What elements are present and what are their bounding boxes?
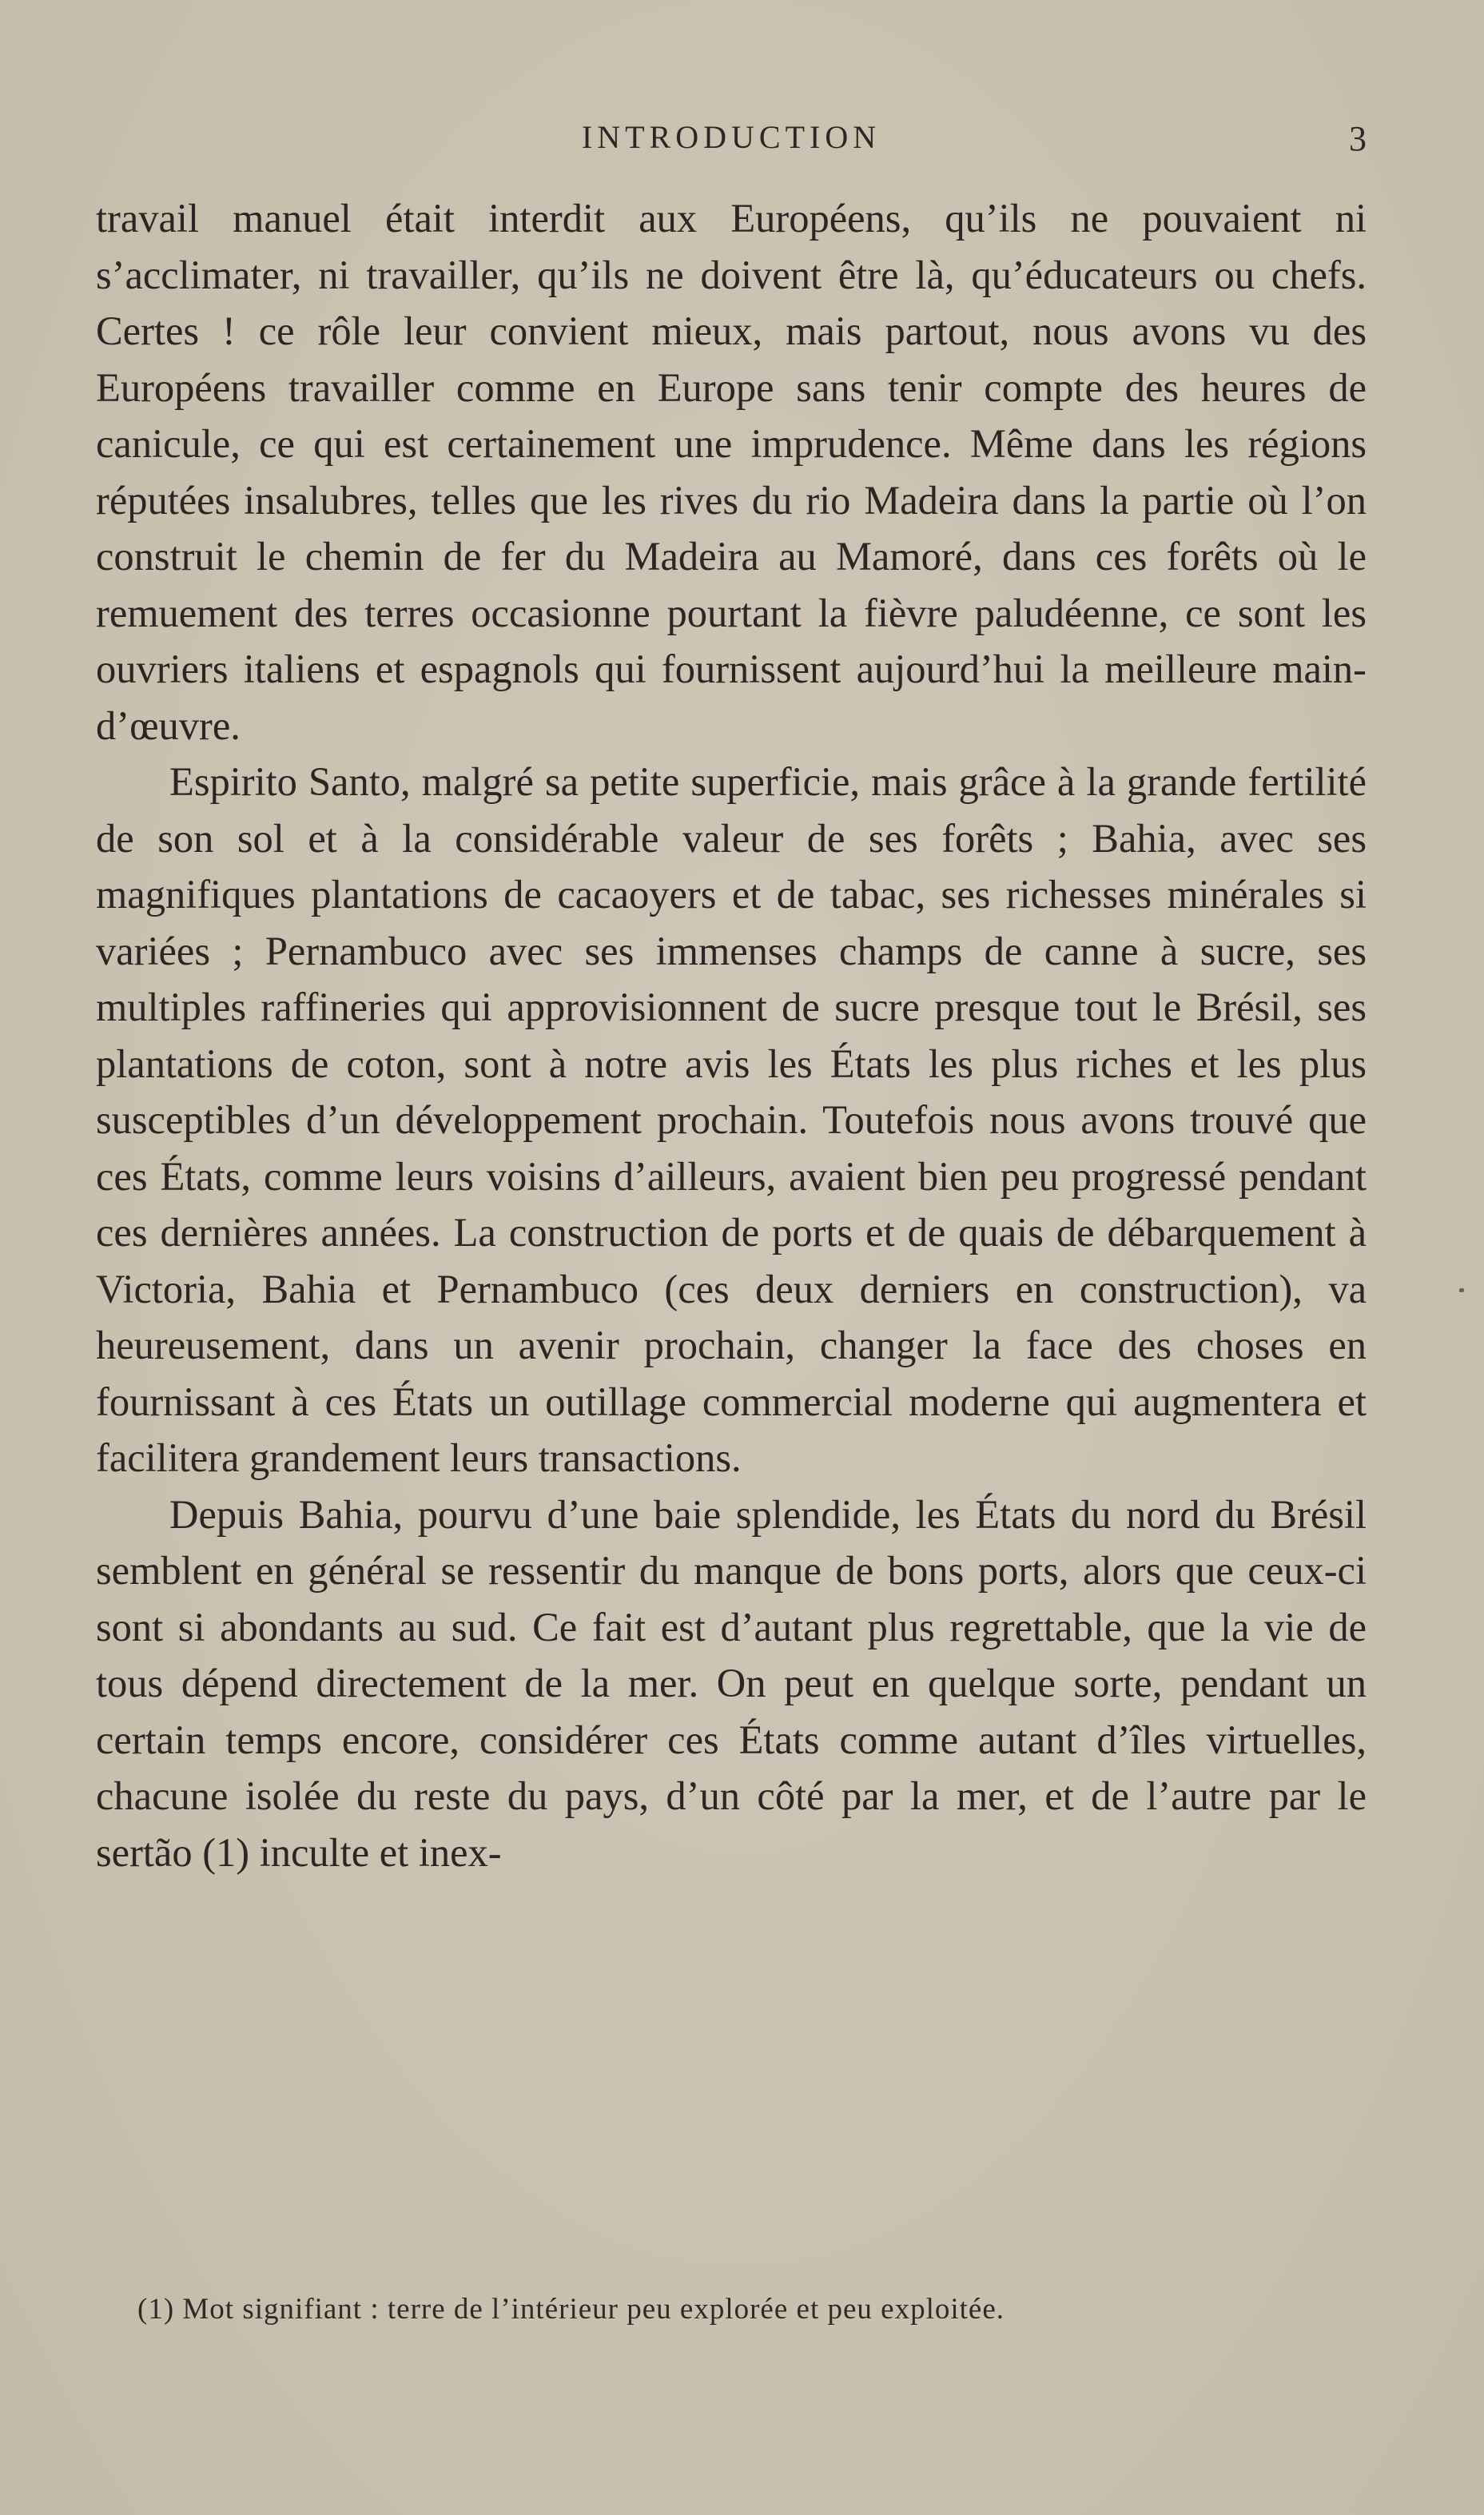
- paragraph-depuis-bahia: Depuis Bahia, pourvu d’une baie splendide, les États du nord du Brésil semblent en général se ressentir du manque de bons ports, alors que ceux-ci sont si abondants au sud. Ce fait est d’autant plus regrettable, que la vie de tous dépend directement de la mer. On peut en quelque sorte, pendant un certain temps encore, considérer ces États comme autant d’îles virtuelles, chacune isolée du reste du pays, d’un côté par la mer, et de l’autre par le sertão (1) inculte et inex-: [96, 1491, 1367, 1875]
- footnote: (1) Mot signifiant : terre de l’intérieur peu explorée et peu exploitée.: [137, 2293, 1005, 2326]
- running-head: INTRODUCTION: [581, 119, 881, 155]
- margin-speck: [1459, 1288, 1464, 1292]
- body-text: [96, 190, 1367, 1880]
- paragraph-continued: travail manuel était interdit aux Européens, qu’ils ne pouvaient ni s’acclimater, ni travailler, qu’ils ne doivent être là, qu’éducateurs ou chefs. Certes ! ce rôle leur convient mieux, mais partout, nous avons vu des Européens travailler comme en Europe sans tenir compte des heures de canicule, ce qui est certainement une imprudence. Même dans les régions réputées insalubres, telles que les rives du rio Madeira dans la partie où l’on construit le chemin de fer du Madeira au Mamoré, dans ces forêts où le remuement des terres occasionne pourtant la fièvre paludéenne, ce sont les ouvriers italiens et espagnols qui fournissent aujourd’hui la meilleure main-d’œuvre.: [96, 196, 1367, 748]
- paragraph-espirito-santo: Espirito Santo, malgré sa petite superficie, mais grâce à la grande fertilité de son sol et à la considérable valeur de ses forêts ; Bahia, avec ses magnifiques plantations de cacaoyers et de tabac, ses richesses minérales si variées ; Pernambuco avec ses immenses champs de canne à sucre, ses multiples raffineries qui approvisionnent de sucre presque tout le Brésil, ses plantations de coton, sont à notre avis les États les plus riches et les plus susceptibles d’un développement prochain. Toutefois nous avons trouvé que ces États, comme leurs voisins d’ailleurs, avaient bien peu progressé pendant ces dernières années. La construction de ports et de quais de débarquement à Victoria, Bahia et Pernambuco (ces deux derniers en construction), va heureusement, dans un avenir prochain, changer la face des choses en fournissant à ces États un outillage commercial moderne qui augmentera et facilitera grandement leurs transactions.: [96, 759, 1367, 1480]
- page-number: 3: [1349, 119, 1367, 158]
- page-header: [96, 118, 1367, 166]
